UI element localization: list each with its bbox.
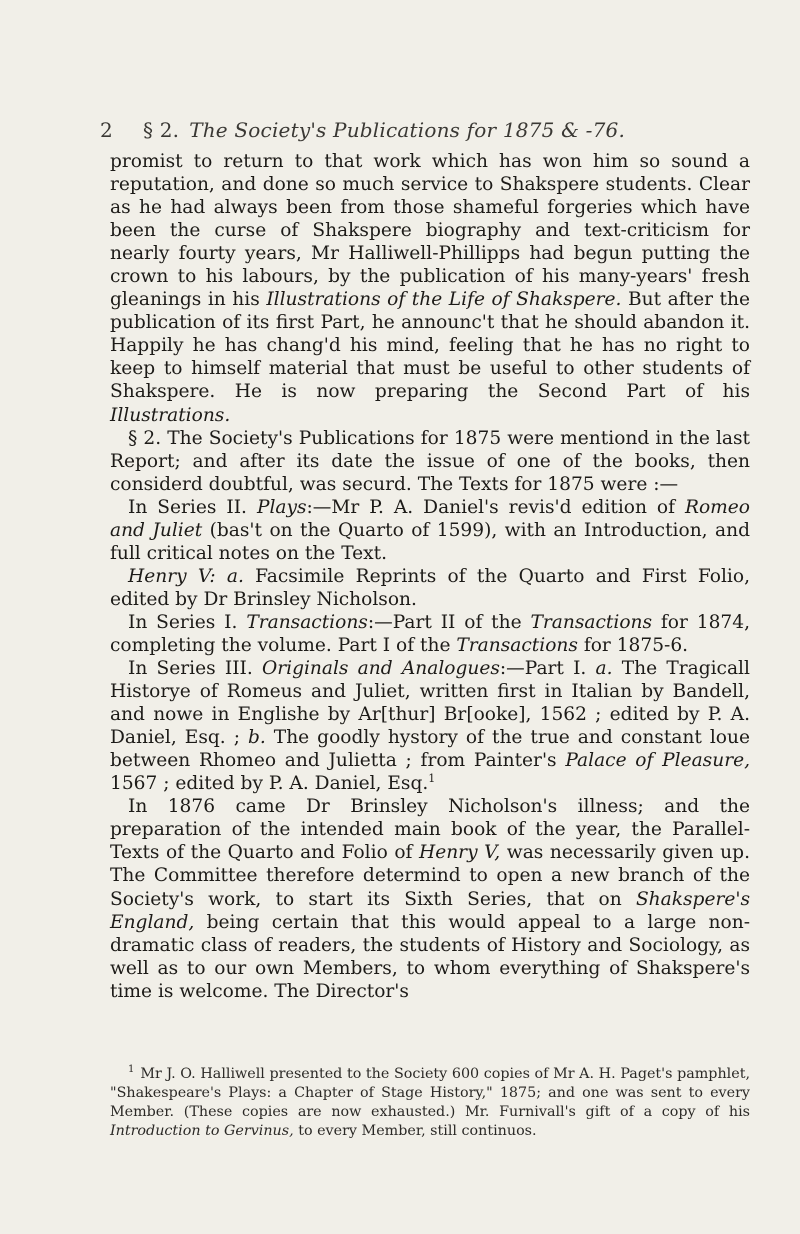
paragraph-series-3: In Series III. Originals and Analogues:—Part I. a. The Tragicall Historye of Romeus and Juliet, written first in Italian by Bandell, and nowe in Englishe by Ar[thur] Br[ooke], 1562 ; edited by P. A. Daniel, Esq. ; b. The goodly hystory of the true and constant loue between Rhomeo and Julietta ; from Painter's Palace of Pleasure, 1567 ; edited by P. A. Daniel, Esq.$^1$: [110, 658, 750, 795]
footnote-reference: 1: [428, 772, 436, 786]
paragraph-section-2: § 2. The Society's Publications for 1875 were mentiond in the last Report; and after its date the issue of one of the books, then considerd doubtful, was securd. The Texts for 1875 were :—: [110, 427, 750, 495]
body-text: [110, 150, 750, 1003]
paragraph-series-2: In Series II. Plays:—Mr P. A. Daniel's revis'd edition of Romeo and Juliet (bas't on the Quarto of 1599), with an Introduction, and full critical notes on the Text.: [110, 496, 750, 564]
page-number: 2: [100, 118, 113, 142]
paragraph-series-1: In Series I. Transactions:—Part II of the Transactions for 1874, completing the volume. Part I of the Transactions for 1875-6.: [110, 611, 750, 656]
running-title: The Society's Publications for 1875 & -76.: [189, 118, 626, 142]
footnote-marker: 1: [128, 1064, 135, 1076]
running-header: [100, 118, 740, 142]
section-mark: § 2.: [142, 118, 180, 142]
footnote: $^1$ Mr J. O. Halliwell presented to the Society 600 copies of Mr A. H. Paget's pamphlet, "Shakespeare's Plays: a Chapter of Stage History," 1875; and one was sent to every Member. (These copies are now exhausted.) Mr. Furnivall's gift of a copy of his Introduction to Gervinus, to every Member, still continuos.: [110, 1064, 750, 1139]
paragraph-continuation: promist to return to that work which has won him so sound a reputation, and done so much service to Shakspere students. Clear as he had always been from those shameful forgeries which have been the curse of Shakspere biography and text-criticism for nearly fourty years, Mr Halliwell-Phillipps had begun putting the crown to his labours, by the publication of his many-years' fresh gleanings in his Illustrations of the Life of Shakspere. But after the publication of its first Part, he announc't that he should abandon it. Happily he has chang'd his mind, feeling that he has no right to keep to himself material that must be useful to other students of Shakspere. He is now preparing the Second Part of his Illustrations.: [110, 151, 750, 426]
paragraph-1876: In 1876 came Dr Brinsley Nicholson's illness; and the preparation of the intended main book of the year, the Parallel-Texts of the Quarto and Folio of Henry V, was necessarily given up. The Committee therefore determind to open a new branch of the Society's work, to start its Sixth Series, that on Shakspere's England, being certain that this would appeal to a large non-dramatic class of readers, the students of History and Sociology, as well as to our own Members, to whom everything of Shakspere's time is welcome. The Director's: [110, 796, 750, 1002]
paragraph-henry-v: Henry V: a. Facsimile Reprints of the Quarto and First Folio, edited by Dr Brinsley Nicholson.: [110, 565, 750, 610]
